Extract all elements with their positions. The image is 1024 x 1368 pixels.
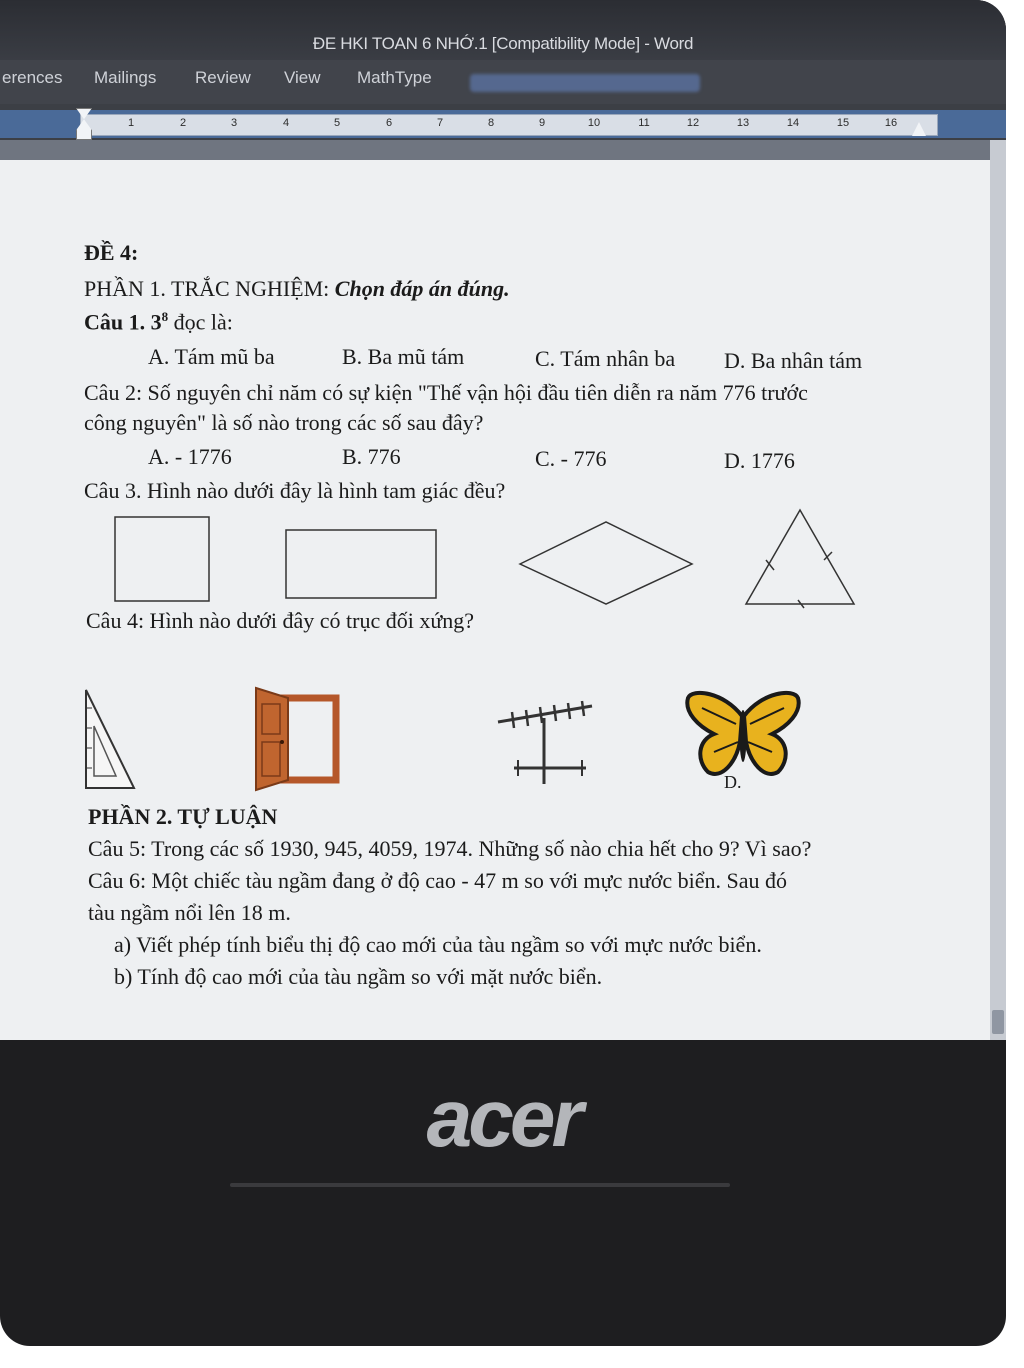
horizontal-ruler[interactable] xyxy=(80,114,938,136)
part1-heading xyxy=(84,276,510,302)
ruler-label: 2 xyxy=(179,117,187,129)
question-2-line-1: Câu 2: Số nguyên chỉ năm có sự kiện "Thế vận hội đầu tiên diễn ra năm 776 trước xyxy=(84,380,808,405)
ruler-label: 11 xyxy=(638,117,650,129)
ruler-label: 7 xyxy=(436,117,444,129)
q1-option-d: D. Ba nhân tám xyxy=(724,348,863,373)
ruler-label: 9 xyxy=(538,117,546,129)
ruler-label: 4 xyxy=(282,117,290,129)
q2-option-a: A. - 1776 xyxy=(148,444,232,469)
tab-view[interactable]: View xyxy=(284,68,321,87)
q2-option-d: D. 1776 xyxy=(724,448,795,473)
part1-title: PHẦN 1. TRẮC NGHIỆM: xyxy=(84,276,330,301)
part1-instruction: Chọn đáp án đúng. xyxy=(334,276,510,301)
ruler-label: 14 xyxy=(786,117,800,129)
set-square-figure xyxy=(82,688,138,792)
exam-heading: ĐỀ 4: xyxy=(84,240,139,265)
q1-option-c: C. Tám nhân ba xyxy=(535,346,676,371)
tab-review[interactable]: Review xyxy=(195,68,251,87)
tab-mailings[interactable]: Mailings xyxy=(94,68,157,87)
bezel-groove xyxy=(230,1183,730,1187)
vertical-scrollbar[interactable] xyxy=(990,140,1006,1040)
equilateral-triangle-figure xyxy=(742,508,858,606)
ruler-label: 1 xyxy=(127,117,135,129)
scrollbar-thumb[interactable] xyxy=(992,1010,1004,1034)
q4-label-d: D. xyxy=(724,772,742,792)
tell-me-search[interactable] xyxy=(470,74,700,92)
rectangle-figure xyxy=(284,526,438,602)
q2-option-b: B. 776 xyxy=(342,444,401,469)
question-6-part-b: b) Tính độ cao mới của tàu ngầm so với mặt nước biển. xyxy=(114,964,603,989)
part2-heading: PHẦN 2. TỰ LUẬN xyxy=(88,804,278,829)
ruler-label: 5 xyxy=(333,117,341,129)
question-1-prefix: Câu 1. 3 xyxy=(84,309,162,335)
question-6-part-a: a) Viết phép tính biểu thị độ cao mới của tàu ngầm so với mực nước biển. xyxy=(114,932,762,957)
tab-mathtype[interactable]: MathType xyxy=(357,68,432,87)
question-2-line-2: công nguyên" là số nào trong các số sau đây? xyxy=(84,410,484,435)
door-figure xyxy=(254,686,342,792)
ruler-label: 16 xyxy=(884,117,898,129)
rhombus-figure xyxy=(518,520,694,606)
q1-option-a: A. Tám mũ ba xyxy=(148,344,275,369)
question-6-line-1: Câu 6: Một chiếc tàu ngầm đang ở độ cao - 47 m so với mực nước biển. Sau đó xyxy=(88,868,788,893)
ruler-label: 15 xyxy=(836,117,850,129)
question-5: Câu 5: Trong các số 1930, 945, 4059, 1974. Những số nào chia hết cho 9? Vì sao? xyxy=(88,836,812,861)
ruler-label: 12 xyxy=(686,117,700,129)
question-1-suffix: đọc là: xyxy=(168,309,233,335)
antenna-figure xyxy=(494,696,598,792)
question-3: Câu 3. Hình nào dưới đây là hình tam giác đều? xyxy=(84,478,506,503)
ruler-label: 13 xyxy=(736,117,750,129)
ribbon-tabs xyxy=(0,60,1006,104)
title-bar xyxy=(0,0,1006,60)
ruler-bar xyxy=(0,110,1006,138)
question-1 xyxy=(84,309,233,335)
ruler-label: 8 xyxy=(487,117,495,129)
question-1-exponent: 8 xyxy=(161,309,169,324)
ruler-label: 10 xyxy=(587,117,601,129)
q1-option-b: B. Ba mũ tám xyxy=(342,344,465,369)
square-figure xyxy=(112,514,212,604)
acer-logo: acer xyxy=(426,1073,580,1164)
ruler-label: 3 xyxy=(230,117,238,129)
butterfly-figure xyxy=(684,690,802,780)
window-title: ĐE HKI TOAN 6 NHỚ.1 [Compatibility Mode] - Word xyxy=(312,34,694,53)
ruler-label: 6 xyxy=(385,117,393,129)
question-6-line-2: tàu ngầm nổi lên 18 m. xyxy=(88,900,291,925)
tab-references[interactable]: erences xyxy=(2,68,63,87)
question-4: Câu 4: Hình nào dưới đây có trục đối xứng? xyxy=(86,608,475,633)
q2-option-c: C. - 776 xyxy=(535,446,607,471)
